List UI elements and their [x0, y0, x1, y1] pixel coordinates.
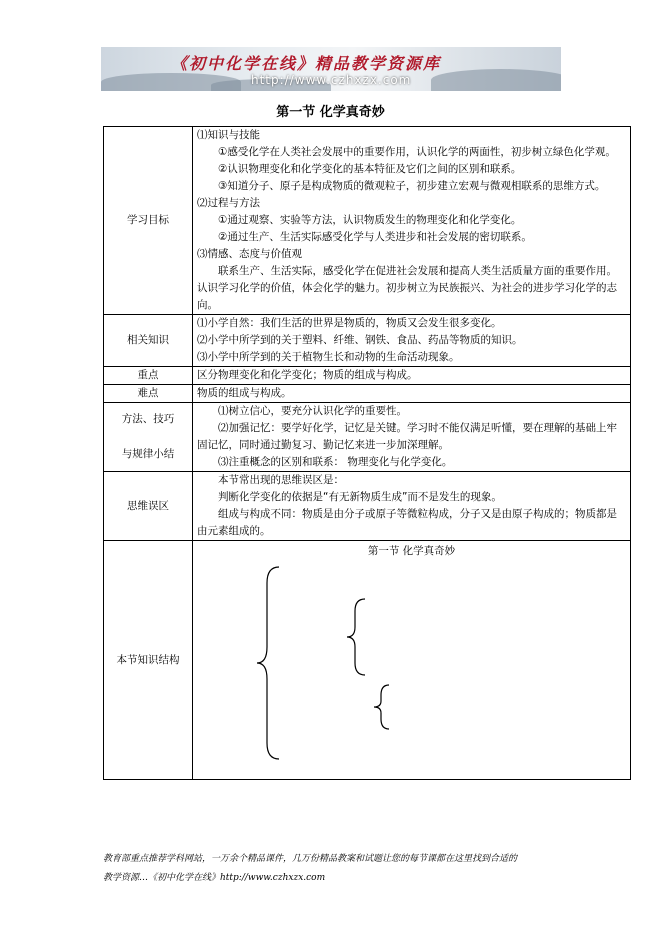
brace-diagram — [197, 559, 637, 779]
page-footer — [103, 850, 633, 888]
small-brace — [374, 685, 389, 729]
text-line: ⑵过程与方法 — [197, 197, 260, 209]
text-line: ⑵小学中所学到的关于塑料、纤维、钢铁、食品、药品等物质的知识。 — [197, 334, 523, 346]
text-line: ⑴树立信心，要充分认识化学的重要性。 — [218, 405, 407, 417]
knowledge-structure-diagram — [197, 541, 626, 779]
header-banner — [101, 47, 561, 91]
row-label: 难点 — [104, 385, 193, 403]
row-label: 本节知识结构 — [104, 541, 193, 780]
text-line: ③知道分子、原子是构成物质的微观粒子，初步建立宏观与微观相联系的思维方式。 — [218, 180, 606, 192]
row-content — [193, 541, 631, 780]
text-line: ①通过观察、实验等方法，认识物质发生的物理变化和化学变化。 — [218, 214, 522, 226]
row-content — [193, 127, 631, 315]
text-line: ①感受化学在人类社会发展中的重要作用，认识化学的两面性，初步树立绿色化学观。 — [218, 146, 616, 158]
text-line: 本节常出现的思维误区是： — [218, 474, 344, 486]
row-content: 区分物理变化和化学变化；物质的组成与构成。 — [193, 367, 631, 385]
page-title: 第一节 化学真奇妙 — [276, 105, 385, 120]
structure-title: 第一节 化学真奇妙 — [367, 545, 456, 557]
row-knowledge-structure — [104, 541, 631, 780]
row-label-bottom: 与规律小结 — [121, 448, 175, 460]
banner-url[interactable]: http://www.czhxzx.com — [251, 73, 412, 87]
row-related-knowledge — [104, 315, 631, 367]
text-line: 联系生产、生活实际，感受化学在促进社会发展和提高人类生活质量方面的重要作用。认识学习化学的价值，体会化学的魅力。初步树立为民族振兴、为社会的进步学习化学的志向。 — [197, 265, 617, 311]
middle-brace — [347, 599, 365, 675]
row-label — [104, 403, 193, 472]
footer-line: 教育部重点推荐学科网站，一万余个精品课件，几万份精品教案和试题让您的每节课都在这里找到合适的 — [103, 854, 518, 864]
text-line: 组成与构成不同：物质是由分子或原子等微粒构成，分子又是由原子构成的；物质都是由元素组成的。 — [197, 508, 617, 537]
text-line: ②认识物理变化和化学变化的基本特征及它们之间的区别和联系。 — [218, 163, 522, 175]
row-label: 思维误区 — [104, 472, 193, 541]
banner-title: 《初中化学在线》精品教学资源库 — [171, 54, 442, 73]
row-misconceptions — [104, 472, 631, 541]
row-label: 学习目标 — [104, 127, 193, 315]
text-line: ⑶情感、态度与价值观 — [197, 248, 302, 260]
text-line: ⑵加强记忆：要学好化学，记忆是关键。学习时不能仅满足听懂，要在理解的基础上牢固记忆，同时通过勤复习、勤记忆来进一步加深理解。 — [197, 422, 617, 451]
row-content — [193, 403, 631, 472]
row-label: 相关知识 — [104, 315, 193, 367]
row-label: 重点 — [104, 367, 193, 385]
text-line: ⑴知识与技能 — [197, 129, 260, 141]
lesson-plan-table — [103, 126, 631, 780]
row-learning-goals — [104, 127, 631, 315]
large-brace — [257, 567, 279, 759]
row-difficult-points — [104, 385, 631, 403]
footer-line: 教学资源…《初中化学在线》http://www.czhxzx.com — [103, 873, 326, 883]
text-line: ⑴小学自然：我们生活的世界是物质的，物质又会发生很多变化。 — [197, 317, 502, 329]
row-content: 物质的组成与构成。 — [193, 385, 631, 403]
text-line: ②通过生产、生活实际感受化学与人类进步和社会发展的密切联系。 — [218, 231, 532, 243]
text-line: ⑶小学中所学到的关于植物生长和动物的生命活动现象。 — [197, 351, 460, 363]
row-key-points — [104, 367, 631, 385]
row-label-top: 方法、技巧 — [121, 413, 175, 425]
text-line: 判断化学变化的依据是“有无新物质生成”而不是发生的现象。 — [218, 491, 502, 503]
row-methods-summary — [104, 403, 631, 472]
text-line: ⑶注重概念的区别和联系： 物理变化与化学变化。 — [218, 456, 453, 468]
row-content — [193, 472, 631, 541]
banner-mountain — [431, 69, 561, 91]
row-content — [193, 315, 631, 367]
